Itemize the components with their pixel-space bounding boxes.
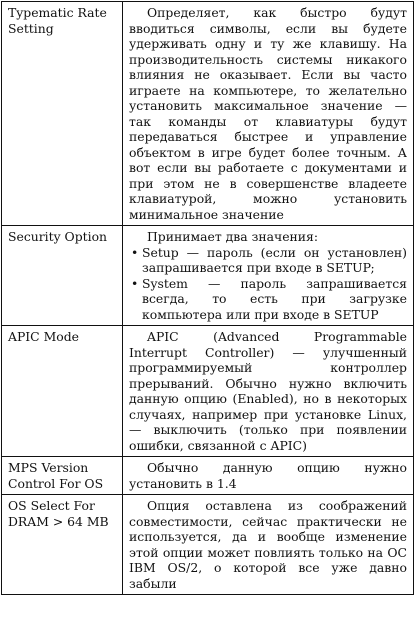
setting-description: [123, 495, 414, 595]
option-list: [129, 245, 407, 323]
setting-name: Typematic Rate Setting: [2, 2, 123, 226]
description-text: Обычно данную опцию нужно установить в 1.4: [129, 460, 407, 491]
option-text: System — пароль запрашивается всегда, то есть при загрузке компьютера или при входе в SETUP: [142, 275, 407, 322]
setting-name: MPS Version Control For OS: [2, 457, 123, 495]
setting-description: [123, 326, 414, 457]
option-item: [129, 245, 407, 276]
setting-name: Security Option: [2, 226, 123, 326]
table-row: [2, 226, 414, 326]
description-text: Определяет, как быстро будут вводиться символы, если вы будете удерживать одну и ту же клавишу. На производительность системы никакого влияния не оказывает. Если вы часто играете на компьютере, то желательно установить максимальное значение — так команды от клавиатуры будут передаваться быстрее и управление объектом в игре будет более точным. А вот если вы работаете с документами и при этом не в совершенстве владеете клавиатурой, можно установить минимальное значение: [129, 5, 407, 222]
table-row: [2, 2, 414, 226]
bios-settings-table: [1, 1, 414, 595]
setting-name: OS Select For DRAM > 64 MB: [2, 495, 123, 595]
bullet-icon: •: [131, 275, 139, 291]
option-text: Setup — пароль (если он установлен) запрашивается при входе в SETUP;: [142, 244, 407, 275]
table-row: [2, 326, 414, 457]
description-text: Опция оставлена из соображений совместимости, сейчас практически не используется, да и вообще изменение этой опции может повлиять только на ОС IBM OS/2, о которой все уже давно забыли: [129, 498, 407, 591]
setting-description: [123, 226, 414, 326]
bullet-icon: •: [131, 244, 139, 260]
description-text: APIC (Advanced Programmable Interrupt Controller) — улучшенный программируемый контроллер прерываний. Обычно нужно включить данную опцию (Enabled), но в некоторых случаях, например при установке Linux, — выключить (только при появлении ошибки, связанной с APIC): [129, 329, 407, 453]
setting-name: APIC Mode: [2, 326, 123, 457]
setting-description: [123, 2, 414, 226]
description-intro: Принимает два значения:: [147, 229, 319, 244]
setting-description: [123, 457, 414, 495]
table-row: [2, 457, 414, 495]
option-item: [129, 276, 407, 323]
table-row: [2, 495, 414, 595]
